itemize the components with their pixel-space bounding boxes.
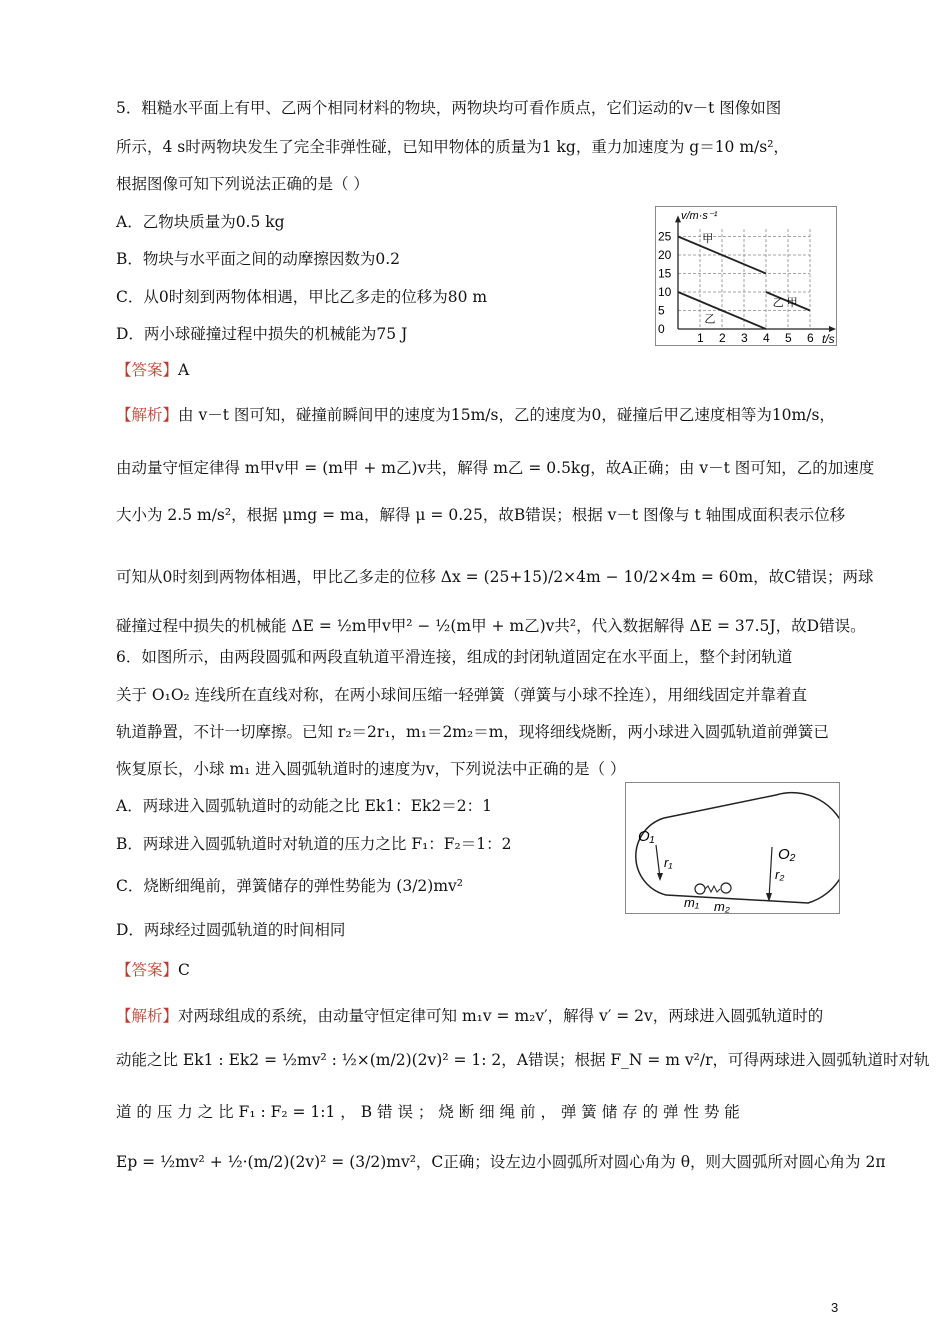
x-tick-label-4: 4 <box>763 331 770 345</box>
track-diagram <box>626 783 839 913</box>
q5-answer-value: A <box>178 361 190 379</box>
y-tick-label-10: 10 <box>658 285 672 299</box>
q6-analysis-line-3: 道 的 压 力 之 比 F₁ : F₂ = 1:1 ， B 错 误 ； 烧 断 细 绳 前 ， 弹 簧 储 存 的 弹 性 势 能 <box>116 1103 740 1121</box>
q6-analysis-line-4: Ep = ½mv² + ½·(m/2)(2v)² = (3/2)mv²，C正确；设左边小圆弧所对圆心角为 θ，则大圆弧所对圆心角为 2π <box>116 1153 886 1171</box>
x-tick-label-3: 3 <box>741 331 748 345</box>
q5-option-a: A．乙物块质量为0.5 kg <box>116 213 285 231</box>
q5-option-c: C．从0时刻到两物体相遇，甲比乙多走的位移为80 m <box>116 288 488 306</box>
q5-answer <box>116 358 189 380</box>
q5-analysis-line-1 <box>116 403 835 425</box>
r1-arrowhead <box>657 873 663 881</box>
q6-analysis-tag: 【解析】 <box>116 1007 179 1025</box>
q5-stem-line-1: 5．粗糙水平面上有甲、乙两个相同材料的物块，两物块均可看作质点，它们运动的v－t 图像如图 <box>116 99 782 117</box>
x-tick-label-6: 6 <box>807 331 814 345</box>
y-tick-label-20: 20 <box>658 248 672 262</box>
x-tick-label-1: 1 <box>697 331 704 345</box>
q5-analysis-line-2: 由动量守恒定律得 m甲v甲 = (m甲 + m乙)v共，解得 m乙 = 0.5kg，故A正确；由 v－t 图可知，乙的加速度 <box>116 459 875 477</box>
series-label-yi: 乙 <box>704 313 716 326</box>
spring <box>705 886 720 892</box>
ball-m1 <box>695 884 705 894</box>
x-tick-label-5: 5 <box>785 331 792 345</box>
series-line-1 <box>678 292 766 329</box>
q6-answer <box>116 958 190 980</box>
q5-analysis-line-4: 可知从0时刻到两物体相遇，甲比乙多走的位移 Δx = (25+15)/2×4m − 10/2×4m = 60m，故C错误；两球 <box>116 568 874 586</box>
q5-option-d: D．两小球碰撞过程中损失的机械能为75 J <box>116 325 408 343</box>
vt-chart-figure <box>655 206 837 346</box>
r2-label: r₂ <box>775 867 785 882</box>
vt-chart <box>656 207 836 345</box>
q5-analysis-tag: 【解析】 <box>116 406 179 424</box>
q6-option-c: C．烧断细绳前，弹簧储存的弹性势能为 (3/2)mv² <box>116 877 463 895</box>
series-label-after: 乙 甲 <box>772 297 798 310</box>
q5-analysis-line-5: 碰撞过程中损失的机械能 ΔE = ½m甲v甲² − ½(m甲 + m乙)v共²，代入数据解得 ΔE = 37.5J，故D错误。 <box>116 617 866 635</box>
q6-stem-line-3: 轨道静置，不计一切摩擦。已知 r₂＝2r₁，m₁＝2m₂＝m，现将细线烧断，两小球进入圆弧轨道前弹簧已 <box>116 723 829 741</box>
y-tick-label-5: 5 <box>658 303 665 318</box>
q5-analysis-text-1: 由 v－t 图可知，碰撞前瞬间甲的速度为15m/s，乙的速度为0，碰撞后甲乙速度相等为10m/s， <box>178 406 835 424</box>
q6-analysis-line-2: 动能之比 Ek1 : Ek2 = ½mv² : ½×(m/2)(2v)² = 1: 2，A错误；根据 F_N = m v²/r，可得两球进入圆弧轨道时对轨 <box>116 1051 930 1069</box>
q6-stem-line-4: 恢复原长，小球 m₁ 进入圆弧轨道时的速度为v，下列说法中正确的是（ ） <box>116 760 626 778</box>
o2-label: O₂ <box>778 846 796 863</box>
page-number: 3 <box>831 1300 839 1315</box>
y-tick-label-25: 25 <box>658 229 672 244</box>
q6-option-b: B．两球进入圆弧轨道时对轨道的压力之比 F₁：F₂＝1：2 <box>116 835 512 853</box>
q6-analysis-line-1 <box>116 1004 823 1026</box>
q6-stem-line-1: 6．如图所示，由两段圆弧和两段直轨道平滑连接，组成的封闭轨道固定在水平面上，整个封闭轨道 <box>116 648 793 666</box>
y-tick-label-15: 15 <box>658 266 672 281</box>
o1-label: O₁ <box>638 828 655 845</box>
m1-label: m₁ <box>684 895 699 910</box>
closed-track <box>636 793 839 903</box>
x-tick-label-2: 2 <box>719 331 726 345</box>
q6-stem-line-2: 关于 O₁O₂ 连线所在直线对称，在两小球间压缩一轻弹簧（弹簧与小球不拴连），用细线固定并靠着直 <box>116 686 807 704</box>
vt-marks <box>658 210 836 345</box>
q6-answer-value: C <box>178 961 190 979</box>
q5-option-b: B．物块与水平面之间的动摩擦因数为0.2 <box>116 250 401 268</box>
ball-m2 <box>721 883 731 893</box>
y-axis-label: v/m·s⁻¹ <box>681 210 718 222</box>
q6-option-a: A．两球进入圆弧轨道时的动能之比 Ek1：Ek2＝2：1 <box>116 797 492 815</box>
x-axis-label: t/s <box>822 332 835 345</box>
q6-analysis-text-1: 对两球组成的系统，由动量守恒定律可知 m₁v = m₂v′，解得 v′ = 2v，两球进入圆弧轨道时的 <box>178 1007 824 1025</box>
r2-radius <box>769 847 772 899</box>
q5-answer-tag: 【答案】 <box>116 361 179 379</box>
r1-label: r₁ <box>664 855 673 870</box>
m2-label: m₂ <box>714 899 730 913</box>
series-label-jia: 甲 <box>702 233 714 246</box>
y-tick-label-0: 0 <box>658 322 665 336</box>
q5-stem-line-3: 根据图像可知下列说法正确的是（ ） <box>116 175 369 193</box>
q6-option-d: D．两球经过圆弧轨道的时间相同 <box>116 921 346 939</box>
q5-stem-line-2: 所示，4 s时两物块发生了完全非弹性碰，已知甲物体的质量为1 kg，重力加速度为 g＝10 m/s²， <box>116 138 789 156</box>
q5-analysis-line-3: 大小为 2.5 m/s²，根据 μmg = ma，解得 μ = 0.25，故B错误；根据 v－t 图像与 t 轴围成面积表示位移 <box>116 506 846 524</box>
q6-answer-tag: 【答案】 <box>116 961 179 979</box>
track-figure <box>625 782 840 914</box>
